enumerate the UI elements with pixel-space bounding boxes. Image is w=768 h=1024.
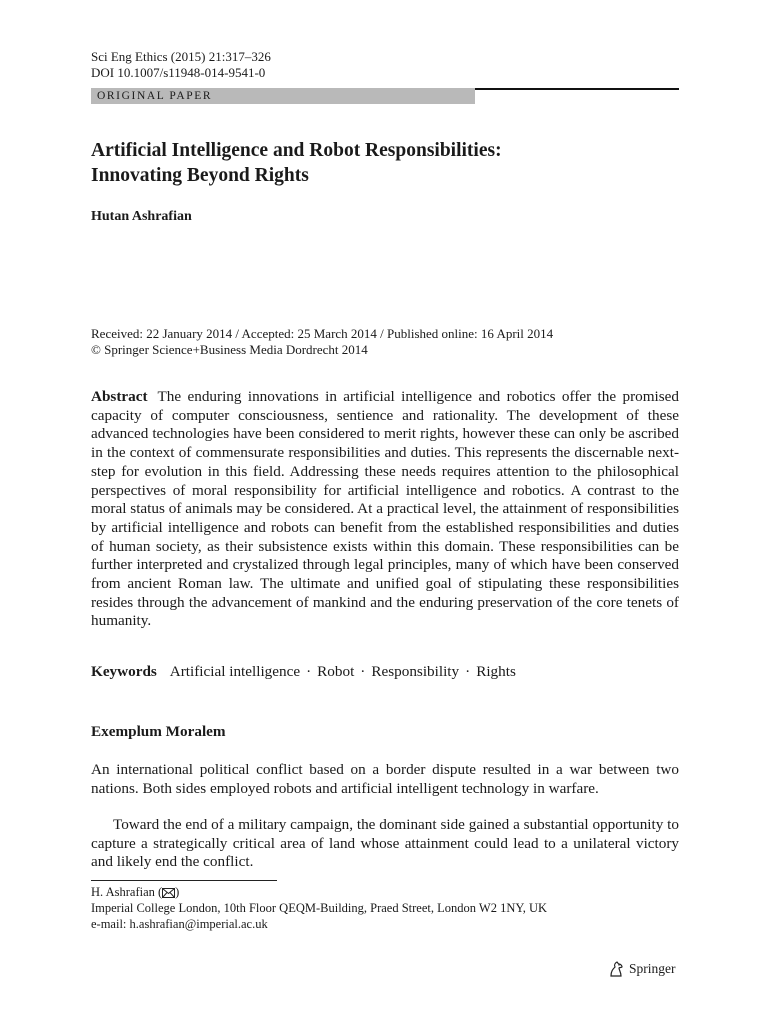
title-line-1: Artificial Intelligence and Robot Responsibilities: [91,140,502,161]
footnote-author-close: ) [175,885,180,899]
dates-line: Received: 22 January 2014 / Accepted: 25 March 2014 / Published online: 16 April 2014 [91,326,554,341]
doi: DOI 10.1007/s11948-014-9541-0 [91,65,266,80]
keyword: Responsibility [371,663,460,680]
springer-horse-icon [607,960,625,978]
article-type-label: ORIGINAL PAPER [97,90,213,102]
keyword-separator: · [465,663,471,680]
abstract [91,388,679,631]
publisher-name: Springer [629,961,676,976]
keywords [91,663,679,682]
keyword-separator: · [360,663,366,680]
abstract-text: The enduring innovations in artificial intelligence and robotics offer the promised capacity of computer consciousness, sentience and rationality. The development of these advanced technologies have been considered to merit rights, however these can only be ascribed in the context of commensurate responsibilities and duties. This represents the discernable next-step for evolution in this field. Addressing these needs requires attention to the philosophical perspectives of moral responsibility for artificial intelligence and robotics. A contrast to the moral status of animals may be considered. At a practical level, the attainment of responsibilities by artificial intelligence and robots can benefit from the established responsibilities and duties of human society, as their subsistence exists within this domain. These responsibilities can be further interpreted and crystalized through legal principles, many of which have been conserved from ancient Roman law. The ultimate and unified goal of stipulating these responsibilities resides through the advancement of mankind and the enduring preservation of the core tenets of humanity. [91,388,679,630]
footnote-rule [91,880,277,881]
title-line-2: Innovating Beyond Rights [91,165,309,186]
footnote-email: e-mail: h.ashrafian@imperial.ac.uk [91,917,268,931]
section-heading: Exemplum Moralem [91,723,226,740]
article-title [91,138,691,188]
header-rule [475,88,679,90]
body-paragraph-2: Toward the end of a military campaign, the dominant side gained a substantial opportunity to capture a strategically critical area of land whose attainment could lead to a unilateral victory and likely end the conflict. [91,816,679,871]
publisher-mark [607,960,676,978]
envelope-icon [162,888,175,898]
keywords-label: Keywords [91,663,157,680]
footnote-author-name: H. Ashrafian ( [91,885,163,899]
keyword: Robot [317,663,355,680]
keyword: Rights [476,663,516,680]
author-name: Hutan Ashrafian [91,209,192,224]
publication-history [91,326,691,358]
keyword: Artificial intelligence [169,663,301,680]
keyword-separator: · [306,663,312,680]
footnote-author [91,885,179,900]
body-paragraph-1: An international political conflict based on a border dispute resulted in a war between two nations. Both sides employed robots and artificial intelligent technology in warfare. [91,761,679,797]
abstract-label: Abstract [91,388,148,405]
footnote-affiliation: Imperial College London, 10th Floor QEQM-Building, Praed Street, London W2 1NY, UK [91,901,548,915]
copyright-line: © Springer Science+Business Media Dordrecht 2014 [91,342,368,357]
journal-citation: Sci Eng Ethics (2015) 21:317–326 [91,49,271,64]
